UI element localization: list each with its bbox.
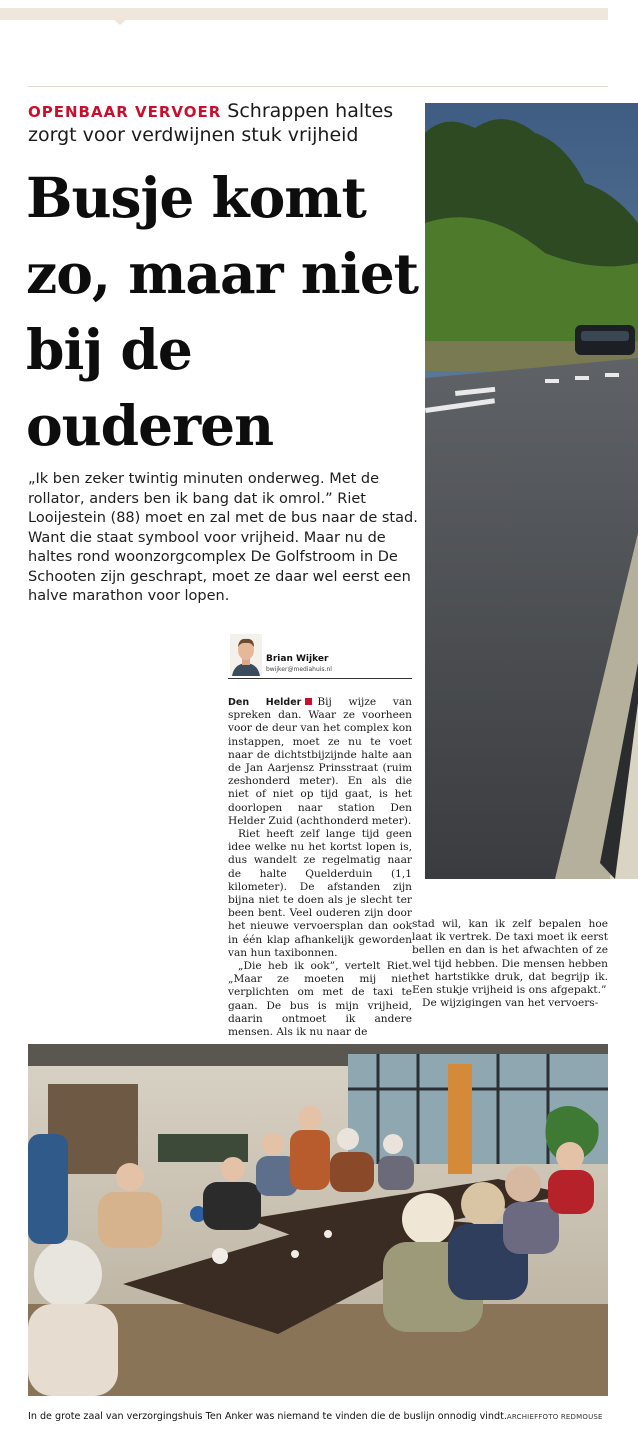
section-tag: OPENBAAR VERVOER [28,103,222,121]
kicker [28,100,420,147]
photo-credit: ARCHIEFFOTO REDMOUSE [506,1413,603,1421]
author-email[interactable]: bwijker@mediahuis.nl [266,666,332,673]
dining-hall-photo [28,1044,608,1396]
dateline: Den Helder [228,697,302,708]
headline: Busje komt zo, maar niet bij de ouderen [26,165,419,458]
body-paragraph: stad wil, kan ik zelf bepalen hoe laat ik vertrek. De taxi moet ik eerst bellen en dan is het afwachten of ze wel tijd hebben. Die mensen hebben het hartstikke druk, dat begrijp ik. Een stukje vrijheid is ons afgepakt.” [412,918,608,997]
dateline-marker [305,698,312,705]
photo-caption [28,1411,618,1422]
header-rule [28,86,608,87]
body-column-2 [412,918,608,1010]
body-paragraph [228,696,412,828]
caption-text: In de grote zaal van verzorgingshuis Ten Anker was niemand te vinden die de buslijn onnodig vindt. [28,1411,507,1422]
author-name: Brian Wijker [266,654,329,664]
top-strip [0,8,608,20]
top-strip-notch [112,18,128,25]
author-photo [230,634,262,676]
body-column-1 [228,696,412,1039]
body-paragraph: „Die heb ik ook”, vertelt Riet. „Maar ze moeten mij niet verplichten om met de taxi te gaan. De bus is mijn vrijheid, daarin ontmoet ik andere mensen. Als ik nu naar de [228,960,412,1039]
paragraph-text: Bij wijze van spreken dan. Waar ze voorheen voor de deur van het complex kon instappen, moet ze nu te voet naar de dichtstbijzijnde halte aan de Jan Aarjensz Prinsstraat (ruim zeshonderd meter). En als die niet of niet op tijd gaat, is het doorlopen naar station Den Helder Zuid (achthonderd meter). [228,696,412,827]
kicker-text: Schrappen haltes zorgt voor verdwijnen stuk vrijheid [28,100,394,146]
author-byline [228,632,412,679]
intro-paragraph: „Ik ben zeker twintig minuten onderweg. Met de rollator, anders ben ik bang dat ik omrol.” Riet Looijestein (88) moet en zal met de bus naar de stad. Want die staat symbool voor vrijheid. Maar nu de haltes rond woonzorgcomplex De Golfstroom in De Schooten zijn geschrapt, moet ze daar wel eerst een halve marathon voor lopen. [28,471,418,604]
body-paragraph: De wijzigingen van het vervoers- [422,997,599,1010]
road-photo [425,103,638,879]
body-paragraph: Riet heeft zelf lange tijd geen idee welke nu het kortst lopen is, dus wandelt ze regelmatig naar de halte Quelderduin (1,1 kilometer). De afstanden zijn bijna niet te doen als je slecht ter been bent. Veel ouderen zijn door het nieuwe vervoersplan dan ook in één klap afhankelijk geworden van hun taxibonnen. [228,828,412,959]
